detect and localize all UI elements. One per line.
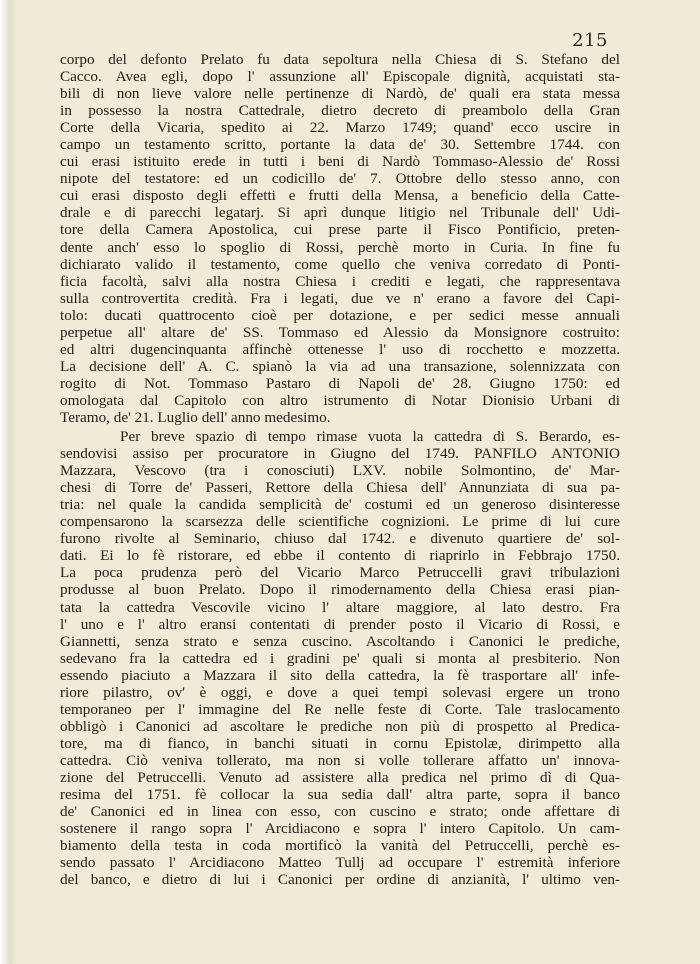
text-line: compensarono la scarsezza delle scientifiche cognizioni. Le prime di lui cure	[60, 513, 620, 531]
text-line: drale e di parecchi legatarj. Si aprì dunque litigio nel Tribunale dell' Udi-	[60, 204, 620, 222]
text-line: cui erasi istituito erede in tutti i beni di Nardò Tommaso-Alessio de' Rossi	[60, 153, 620, 171]
text-line: dente anch' esso lo spoglio di Rossi, perchè morto in Curia. In fine fu	[60, 238, 620, 256]
paragraph-first-line: Per breve spazio di tempo rimase vuota la cattedra di S. Berardo, es-	[120, 428, 620, 446]
text-line: obbligò i Canonici ad ascoltare le prediche non più di prospetto al Predica-	[60, 717, 620, 735]
text-line: La poca prudenza però del Vicario Marco Petruccelli gravi tribulazioni	[60, 564, 620, 582]
text-line: cattedra. Ciò veniva tollerato, ma non si volle tollerare affatto un' innova-	[60, 751, 620, 769]
text-line: in possesso la nostra Cattedrale, dietro decreto di preambolo della Gran	[60, 102, 620, 120]
page-gutter	[0, 0, 16, 964]
text-line: corpo del defonto Prelato fu data sepoltura nella Chiesa di S. Stefano del	[60, 51, 620, 68]
text-line: biamento della testa in coda mortificò la vanità del Petruccelli, perchè es-	[60, 837, 620, 855]
text-line: campo un testamento scritto, portante la data de' 30. Settembre 1744. con	[60, 136, 620, 154]
text-line: omologata dal Capitolo con altro istrumento di Notar Dionisio Urbani di	[60, 391, 620, 409]
text-line: Mazzara, Vescovo (tra i conosciuti) LXV. nobile Solmontino, de' Mar-	[60, 462, 620, 480]
text-line: Cacco. Avea egli, dopo l' assunzione all' Episcopale dignità, acquistati sta-	[60, 68, 620, 86]
text-line: tore, ma di fianco, in banchi situati in cornu Epistolæ, dirimpetto alla	[60, 734, 620, 752]
text-line: dati. Ei lo fè ristorare, ed ebbe il contento di riaprirlo in Febbrajo 1750.	[60, 547, 620, 565]
text-line: chesi di Torre de' Passeri, Rettore della Chiesa dell' Annunziata di sua pa-	[60, 479, 620, 497]
text-line: Teramo, de' 21. Luglio dell' anno medesimo.	[60, 408, 331, 426]
text-line: sostenere il rango sopra l' Arcidiacono e sopra l' intero Capitolo. Un cam-	[60, 820, 620, 838]
text-line: nipote del testatore: ed un codicillo de' 7. Ottobre dello stesso anno, con	[60, 170, 620, 188]
body-text	[60, 51, 620, 888]
text-line: l' uno e l' altro eransi contentati di prender posto il Vicario di Rossi, e	[60, 615, 620, 633]
text-line: riore pilastro, ov' è oggi, e dove a quei tempi solevasi ergere un trono	[60, 683, 620, 701]
text-line: dichiarato valido il testamento, come quello che veniva corredato di Ponti-	[60, 255, 620, 273]
text-line: La decisione dell' A. C. spianò la via ad una transazione, solennizzata con	[60, 357, 620, 375]
text-line: bili di non lieve valore nelle pertinenze di Nardò, de' quali era stata messa	[60, 85, 620, 103]
text-line: furono rivolte al Seminario, chiuso dal 1742. e divenuto quartiere de' sol-	[60, 530, 620, 548]
text-line: sedevano fra la cattedra ed i gradini pe' quali si monta al presbiterio. Non	[60, 649, 620, 667]
text-line: essendo piaciuto a Mazzara il sito della cattedra, la fè trasportare all' infe-	[60, 666, 620, 684]
text-line: de' Canonici ed in linea con esso, con cuscino e strato; onde affettare di	[60, 803, 620, 821]
text-line: rogito di Not. Tommaso Pastaro di Napoli de' 28. Giugno 1750: ed	[60, 374, 620, 392]
text-line: sulla controvertita credità. Fra i legati, due ve n' erano a favore del Capi-	[60, 289, 620, 307]
text-line: tata la cattedra Vescovile vicino l' altare maggiore, al lato destro. Fra	[60, 598, 620, 616]
text-line: produsse al buon Prelato. Dopo il rimodernamento della Chiesa erasi pian-	[60, 581, 620, 599]
text-line: tria: nel quale la candida semplicità de' costumi ed un generoso disinteresse	[60, 496, 620, 514]
text-line: sendovisi assiso per procuratore in Giugno del 1749. PANFILO ANTONIO	[60, 445, 620, 463]
text-line: ed altri dugencinquanta affinchè ottenesse l' uso di rocchetto e mozzetta.	[60, 340, 620, 358]
text-line: sendo passato l' Arcidiacono Matteo Tullj ad occupare l' estremità inferiore	[60, 854, 620, 872]
text-line: resima del 1751. fè collocar la sua sedia dall' altra parte, sopra il banco	[60, 786, 620, 804]
text-line: tolo: ducati quattrocento cioè per dotazione, e per sedici messe annuali	[60, 306, 620, 324]
text-line: del banco, e dietro di lui i Canonici per ordine di anzianità, l' ultimo ven-	[60, 871, 620, 889]
text-line: zione del Petruccelli. Venuto ad assistere alla predica nel primo dì di Qua-	[60, 768, 620, 786]
text-line: temporaneo per l' immagine del Re nelle feste di Corte. Tale traslocamento	[60, 700, 620, 718]
text-line: cui erasi disposto degli effetti e frutti della Mensa, a beneficio della Catte-	[60, 187, 620, 205]
text-line: ficia facoltà, salvi alla nostra Chiesa i crediti e legati, che rappresentava	[60, 272, 620, 290]
text-line: Corte della Vicaria, spedito ai 22. Marzo 1749; quand' ecco uscire in	[60, 119, 620, 137]
text-line: perpetue all' altare de' SS. Tommaso ed Alessio da Monsignore costruito:	[60, 323, 620, 341]
page-number: 215	[572, 30, 608, 51]
text-line: tore della Camera Apostolica, cui prese parte il Fisco Pontificio, preten-	[60, 221, 620, 239]
text-line: Giannetti, senza strato e senza cuscino. Ascoltando i Canonici le prediche,	[60, 632, 620, 650]
